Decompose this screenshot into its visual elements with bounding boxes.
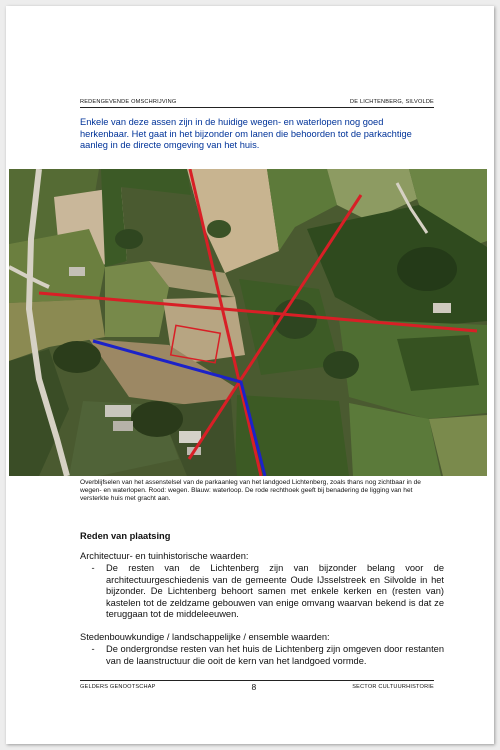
- header-document-title: DE LICHTENBERG, SILVOLDE: [350, 99, 434, 105]
- bullet-dash: -: [91, 644, 95, 654]
- aerial-landscape: [9, 169, 487, 476]
- architecture-values-item: [80, 563, 444, 621]
- landscape-values-item: [80, 644, 444, 667]
- figure-caption: Overblijfselen van het assenstelsel van de parkaanleg van het landgoed Lichtenberg, zoals thans nog zichtbaar in de wegen- en waterlopen. Rood: wegen. Blauw: waterloop. De rode rechthoek geeft bij benadering de ligging van het versterkte huis met gracht aan.: [80, 479, 421, 503]
- landscape-values-heading: Stedenbouwkundige / landschappelijke / ensemble waarden:: [80, 632, 330, 642]
- header-section-title: REDENGEVENDE OMSCHRIJVING: [80, 99, 177, 105]
- section-heading: Reden van plaatsing: [80, 531, 171, 541]
- aerial-photo: [9, 169, 487, 476]
- running-footer: [80, 680, 434, 692]
- page-number: 8: [251, 682, 257, 692]
- bullet-dash: -: [91, 563, 95, 573]
- architecture-values-heading: Architectuur- en tuinhistorische waarden:: [80, 551, 249, 561]
- running-header: [80, 99, 434, 108]
- document-page: [6, 6, 494, 744]
- footer-department: SECTOR CULTUURHISTORIE: [352, 684, 434, 690]
- intro-paragraph: Enkele van deze assen zijn in de huidige wegen- en waterlopen nog goed herkenbaar. Het gaat in het bijzonder om lanen die behoorden tot de parkachtige aanleg in de directe omgeving van het huis.: [80, 117, 412, 151]
- architecture-values-text: De resten van de Lichtenberg zijn van bijzonder belang voor de architectuurgeschiedenis van de gemeente Oude IJsselstreek en Silvolde in het bijzonder. De Lichtenberg behoort samen met enkele kerken en (resten van) kastelen tot de zeldzame gebouwen van enige omvang waarvan bekend is dat ze teruggaan tot de middeleeuwen.: [106, 563, 444, 620]
- footer-organisation: GELDERS GENOOTSCHAP: [80, 684, 156, 690]
- landscape-values-text: De ondergrondse resten van het huis de Lichtenberg zijn omgeven door restanten van de laanstructuur die ooit de kern van het landgoed vormde.: [106, 644, 444, 666]
